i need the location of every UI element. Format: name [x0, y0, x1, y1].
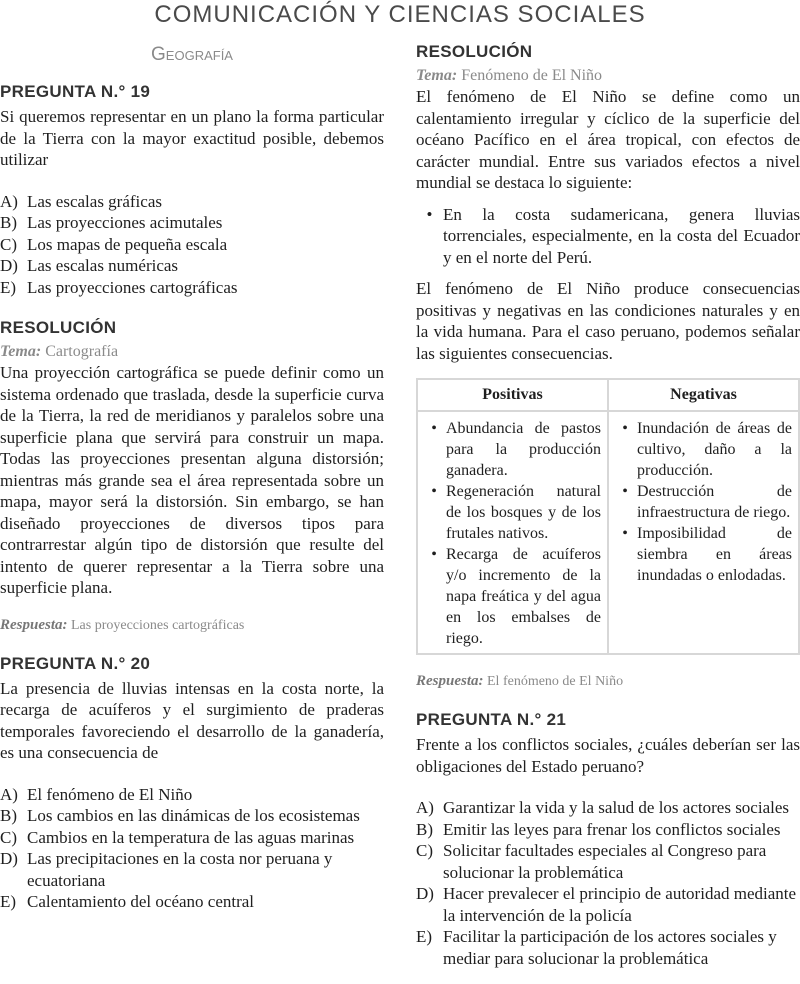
bullet-icon: • [431, 483, 437, 500]
option-a[interactable]: A) El fenómeno de El Niño [0, 784, 193, 804]
answer-value: El fenómeno de El Niño [487, 674, 624, 689]
list-item: • Recarga de acuíferos y/o incremento de la napa freática y del agua en los embalses de riego. [422, 544, 601, 649]
option-c[interactable]: C) Solicitar facultades especiales al Congreso para solucionar la problemática [416, 841, 767, 882]
question-21-options [416, 797, 800, 969]
option-b[interactable]: B) Emitir las leyes para frenar los conflictos sociales [416, 819, 781, 839]
subject-title: Geografía [151, 44, 233, 65]
option-b[interactable]: B) Los cambios en las dinámicas de los ecosistemas [0, 806, 360, 825]
bullet-icon: • [622, 420, 628, 437]
bullet-icon: • [431, 546, 437, 563]
left-column [0, 36, 384, 913]
option-d[interactable]: D) Las escalas numéricas [0, 256, 179, 275]
question-21-text: Frente a los conflictos sociales, ¿cuáles deberían ser las obligaciones del Estado peruano? [416, 735, 800, 776]
option-e[interactable]: E) Calentamiento del océano central [0, 892, 255, 911]
bullet-icon: • [431, 420, 437, 437]
list-item: • Imposibilidad de siembra en áreas inundadas o enlodadas. [613, 523, 792, 586]
resolution-20-para1: El fenómeno de El Niño se define como un calentamiento irregular y cíclico de la superficie del océano Pacífico en el área tropical, con efectos de carácter mundial. Entre sus variados efectos a nivel mundial se destaca lo siguiente: [416, 87, 800, 192]
tema-value: Fenómeno de El Niño [461, 67, 603, 84]
question-19-heading: PREGUNTA N.° 19 [0, 82, 151, 101]
question-20-heading: PREGUNTA N.° 20 [0, 653, 151, 673]
list-item: • Regeneración natural de los bosques y de los frutales nativos. [422, 481, 601, 544]
consequences-table [416, 378, 800, 655]
option-e[interactable]: E) Las proyecciones cartográficas [0, 277, 238, 297]
answer-19 [0, 617, 384, 634]
tema-label: Tema: [416, 67, 458, 84]
tema-label: Tema: [0, 343, 42, 360]
list-item: • Abundancia de pastos para la producción ganadera. [422, 418, 601, 481]
option-a[interactable]: A) Garantizar la vida y la salud de los actores sociales [416, 798, 790, 817]
tema-19 [0, 342, 384, 362]
column-header-positivas: Positivas [417, 379, 608, 411]
option-e[interactable]: E) Facilitar la participación de los actores sociales y mediar para solucionar la problemática [416, 927, 777, 968]
question-20-options [0, 784, 384, 913]
question-20-text: La presencia de lluvias intensas en la costa norte, la recarga de acuíferos y el surgimiento de praderas temporales favoreciendo el desarrollo de la ganadería, es una consecuencia de [0, 678, 384, 762]
negativas-cell [608, 411, 799, 654]
positivas-cell [417, 411, 608, 654]
answer-label: Respuesta: [0, 616, 68, 633]
question-19-options [0, 191, 384, 299]
resolution-20-heading: RESOLUCIÓN [416, 42, 533, 61]
option-c[interactable]: C) Los mapas de pequeña escala [0, 234, 228, 254]
list-item: • Inundación de áreas de cultivo, daño a la producción. [613, 418, 792, 481]
answer-value: Las proyecciones cartográficas [71, 617, 245, 633]
option-d[interactable]: D) Las precipitaciones en la costa nor peruana y ecuatoriana [0, 849, 333, 890]
tema-20 [416, 66, 800, 86]
page-header: COMUNICACIÓN Y CIENCIAS SOCIALES [154, 1, 646, 28]
bullet-item: • En la costa sudamericana, genera lluvias torrenciales, especialmente, en la costa del Ecuador y en el norte del Perú. [416, 204, 800, 269]
option-c[interactable]: C) Cambios en la temperatura de las aguas marinas [0, 827, 355, 847]
option-b[interactable]: B) Las proyecciones acimutales [0, 213, 223, 232]
column-header-negativas: Negativas [608, 379, 799, 411]
option-a[interactable]: A) Las escalas gráficas [0, 191, 162, 211]
question-19-text: Si queremos representar en un plano la forma particular de la Tierra con la mayor exactitud posible, debemos utilizar [0, 107, 384, 169]
tema-value: Cartografía [45, 343, 119, 360]
list-item: • Destrucción de infraestructura de riego. [613, 481, 792, 523]
bullet-icon: • [622, 525, 628, 542]
answer-label: Respuesta: [416, 673, 484, 689]
right-column [416, 42, 800, 969]
resolution-19-heading: RESOLUCIÓN [0, 318, 117, 337]
bullet-icon: • [426, 204, 433, 224]
resolution-20-bullets [416, 204, 800, 269]
resolution-19-text: Una proyección cartográfica se puede definir como un sistema ordenado que traslada, desde la superficie curva de la Tierra, la red de meridianos y paralelos sobre una superficie plana que servirá para construir un mapa. Todas las proyecciones presentan alguna distorsión; mientras más grande sea el área representada sobre un mapa, mayor será la distorsión. Sin embargo, se han diseñado proyecciones de diversos tipos para contrarrestar algún tipo de distorsión que resulte del intento de querer representar a la Tierra sobre una superficie plana. [0, 363, 384, 597]
answer-20 [416, 673, 800, 690]
option-d[interactable]: D) Hacer prevalecer el principio de autoridad mediante la intervención de la policía [416, 884, 797, 925]
question-21-heading: PREGUNTA N.° 21 [416, 710, 567, 729]
bullet-icon: • [622, 483, 628, 500]
resolution-20-para2: El fenómeno de El Niño produce consecuencias positivas y negativas en las condiciones naturales y en la vida humana. Para el caso peruano, podemos señalar las siguientes consecuencias. [416, 279, 800, 363]
